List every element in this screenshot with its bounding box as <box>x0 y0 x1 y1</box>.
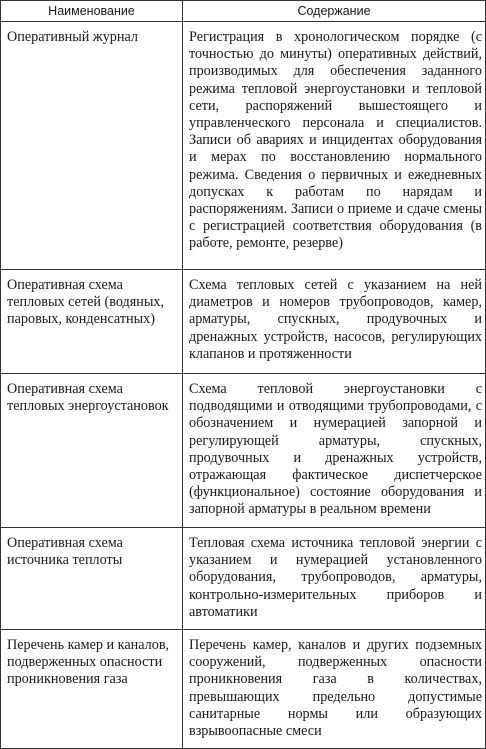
row-name-cell: Оперативная схема тепловых энергоустановок <box>1 374 183 528</box>
row-content-cell: Регистрация в хронологическом порядке (с точностью до минуты) оперативных действий, производимых для обеспечения заданного режима тепловой энергоустановки и тепловой сети, распоряжений вышестоящего и управленческого персонала и специалистов. Записи об авариях и инцидентах оборудования и мерах по восстановлению нормального режима. Сведения о первичных и ежедневных допусках к работам по нарядам и распоряжениям. Записи о приеме и сдаче смены с регистрацией соответствия оборудования (в работе, ремонте, резерве) <box>183 22 486 270</box>
row-content-cell: Схема тепловой энергоустановки с подводящими и отводящими трубопроводами, с обозначением и нумерацией запорной и регулирующей арматуры, спускных, продувочных и дренажных устройств, отражающая фактическое диспетчерское (функциональное) состояние оборудования и запорной арматуры в реальном времени <box>183 374 486 528</box>
row-name-cell: Оперативный журнал <box>1 22 183 270</box>
table-row <box>1 630 486 749</box>
table-header-row <box>1 1 486 22</box>
column-header-content: Содержание <box>183 1 486 22</box>
row-name-cell: Перечень камер и каналов, подверженных опасности проникновения газа <box>1 630 183 749</box>
column-header-name: Наименование <box>1 1 183 22</box>
table-row <box>1 270 486 374</box>
row-content-cell: Перечень камер, каналов и других подземных сооружений, подверженных опасности проникновения газа в количествах, превышающих предельно допустимые санитарные нормы или образующих взрывоопасные смеси <box>183 630 486 749</box>
row-name-cell: Оперативная схема источника теплоты <box>1 528 183 630</box>
table-row <box>1 22 486 270</box>
table-row <box>1 374 486 528</box>
table-row <box>1 528 486 630</box>
row-name-cell: Оперативная схема тепловых сетей (водяных, паровых, конденсатных) <box>1 270 183 374</box>
row-content-cell: Схема тепловых сетей с указанием на ней диаметров и номеров трубопроводов, камер, арматуры, спускных, продувочных и дренажных устройств, насосов, регулирующих клапанов и протяженности <box>183 270 486 374</box>
row-content-cell: Тепловая схема источника тепловой энергии с указанием и нумерацией установленного оборудования, трубопроводов, арматуры, контрольно-измерительных приборов и автоматики <box>183 528 486 630</box>
